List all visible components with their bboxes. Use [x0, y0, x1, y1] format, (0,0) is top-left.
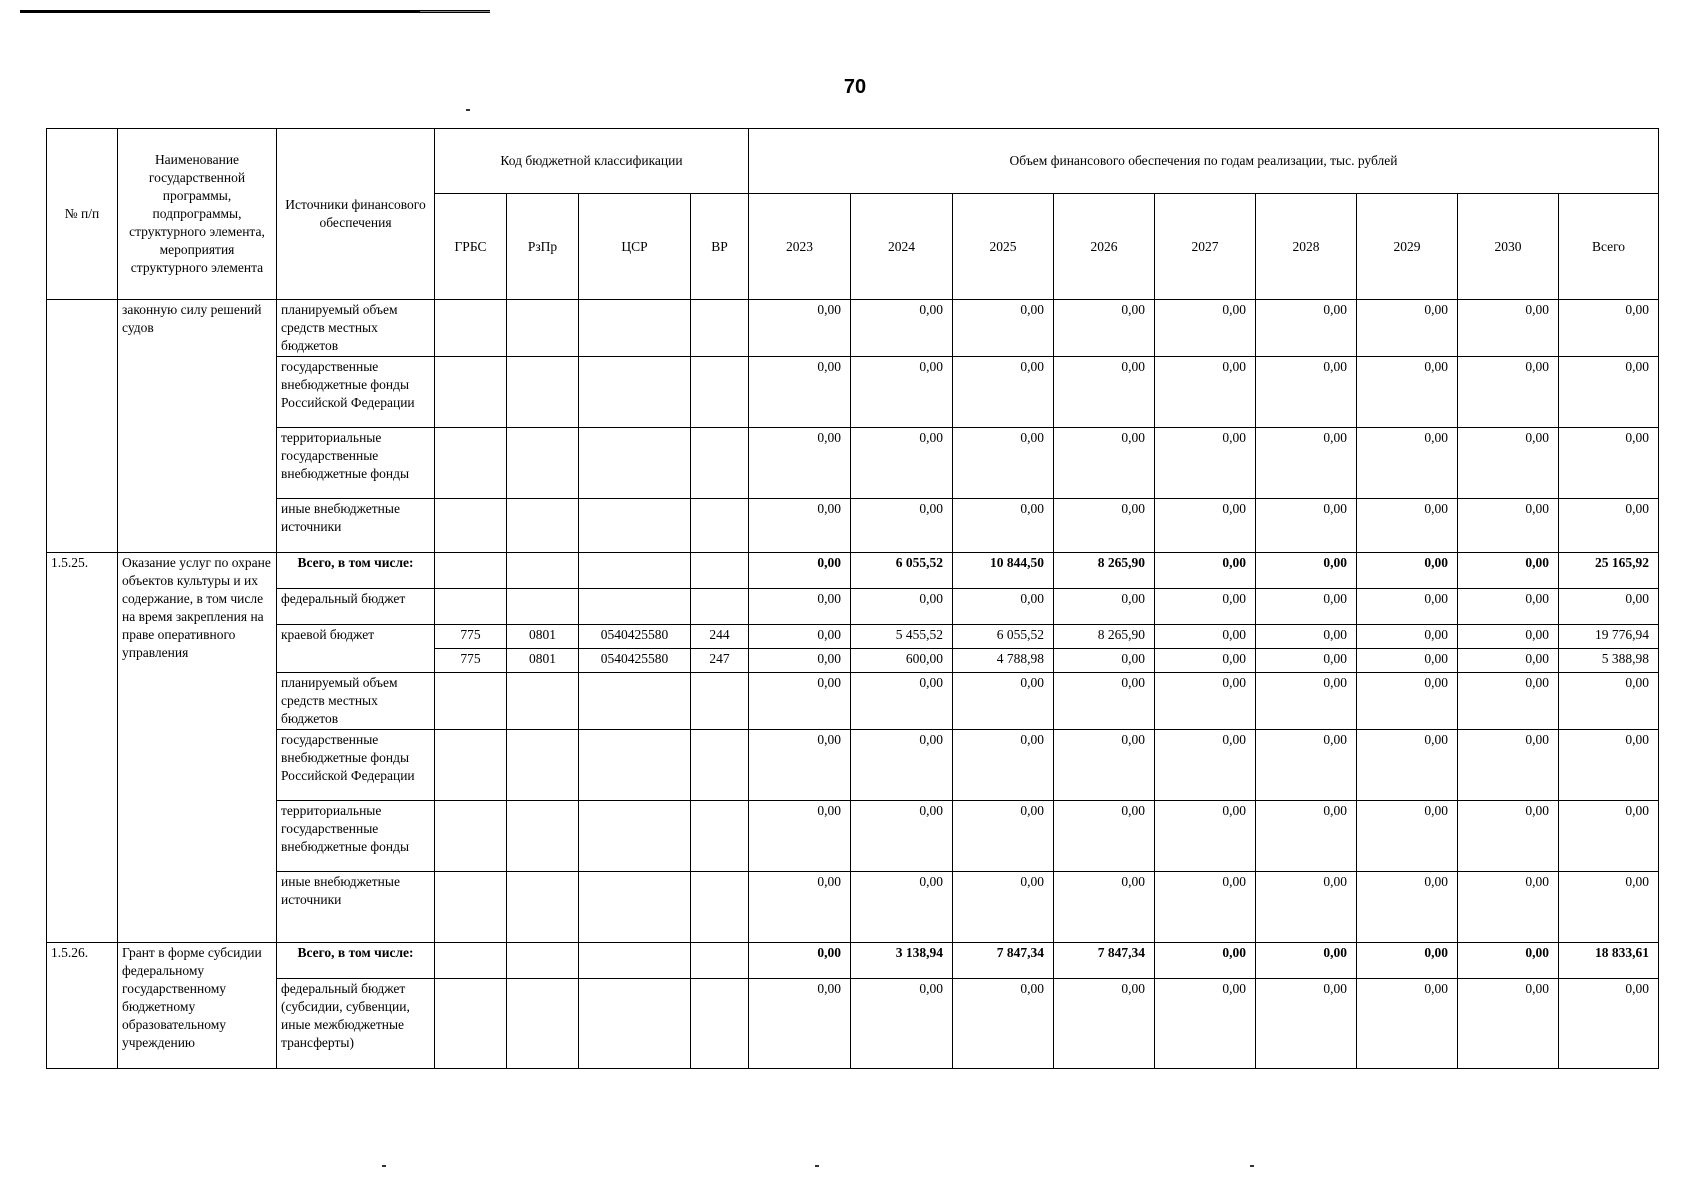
- code-cell-grbs: [435, 872, 507, 943]
- value-cell: 10 844,50: [953, 553, 1054, 589]
- value-cell: 0,00: [1559, 801, 1659, 872]
- value-cell: 19 776,94: [1559, 625, 1659, 649]
- value-cell: 3 138,94: [851, 943, 953, 979]
- value-cell: 0,00: [1357, 872, 1458, 943]
- header-code-col: ВР: [691, 194, 749, 300]
- value-cell: 0,00: [953, 872, 1054, 943]
- code-cell-csr: 0540425580: [579, 625, 691, 649]
- code-cell-csr: [579, 553, 691, 589]
- row-number: [47, 300, 118, 553]
- value-cell: 0,00: [1357, 801, 1458, 872]
- source-label: иные внебюджетные источники: [277, 499, 435, 553]
- value-cell: 0,00: [851, 673, 953, 730]
- value-cell: 0,00: [953, 428, 1054, 499]
- value-cell: 0,00: [1054, 673, 1155, 730]
- value-cell: 0,00: [749, 499, 851, 553]
- code-cell-csr: [579, 673, 691, 730]
- value-cell: 0,00: [1458, 979, 1559, 1069]
- code-cell-vr: [691, 357, 749, 428]
- code-cell-vr: [691, 553, 749, 589]
- value-cell: 0,00: [1256, 730, 1357, 801]
- value-cell: 0,00: [851, 730, 953, 801]
- code-cell-vr: [691, 673, 749, 730]
- value-cell: 0,00: [749, 649, 851, 673]
- value-cell: 0,00: [1458, 943, 1559, 979]
- code-cell-grbs: [435, 553, 507, 589]
- value-cell: 0,00: [1458, 499, 1559, 553]
- table-row: [47, 553, 1659, 589]
- code-cell-vr: 247: [691, 649, 749, 673]
- financing-table: [46, 128, 1659, 1069]
- code-cell-rzpr: [507, 801, 579, 872]
- value-cell: 0,00: [1155, 300, 1256, 357]
- value-cell: 0,00: [953, 673, 1054, 730]
- value-cell: 7 847,34: [953, 943, 1054, 979]
- value-cell: 0,00: [1054, 730, 1155, 801]
- value-cell: 0,00: [749, 357, 851, 428]
- value-cell: 0,00: [1559, 730, 1659, 801]
- code-cell-grbs: [435, 979, 507, 1069]
- value-cell: 0,00: [1256, 499, 1357, 553]
- code-cell-rzpr: [507, 673, 579, 730]
- value-cell: 0,00: [953, 589, 1054, 625]
- value-cell: 0,00: [953, 499, 1054, 553]
- value-cell: 0,00: [1256, 589, 1357, 625]
- value-cell: 0,00: [1054, 979, 1155, 1069]
- value-cell: 0,00: [1458, 801, 1559, 872]
- value-cell: 0,00: [1357, 553, 1458, 589]
- value-cell: 0,00: [1256, 553, 1357, 589]
- value-cell: 0,00: [1559, 499, 1659, 553]
- value-cell: 0,00: [851, 357, 953, 428]
- value-cell: 0,00: [1559, 357, 1659, 428]
- code-cell-grbs: 775: [435, 625, 507, 649]
- item-name: Оказание услуг по охране объектов культуры и их содержание, в том числе на время закрепления на праве оперативного управления: [118, 553, 277, 943]
- scan-speck: [382, 1165, 386, 1167]
- code-cell-rzpr: [507, 730, 579, 801]
- code-cell-csr: [579, 943, 691, 979]
- value-cell: 0,00: [1357, 943, 1458, 979]
- value-cell: 0,00: [1458, 625, 1559, 649]
- code-cell-csr: [579, 357, 691, 428]
- code-cell-vr: [691, 943, 749, 979]
- value-cell: 0,00: [1559, 673, 1659, 730]
- source-label: федеральный бюджет (субсидии, субвенции, иные межбюджетные трансферты): [277, 979, 435, 1069]
- value-cell: 0,00: [1256, 357, 1357, 428]
- code-cell-rzpr: [507, 979, 579, 1069]
- value-cell: 600,00: [851, 649, 953, 673]
- code-cell-grbs: [435, 300, 507, 357]
- value-cell: 0,00: [1458, 872, 1559, 943]
- value-cell: 0,00: [1256, 872, 1357, 943]
- source-label: планируемый объем средств местных бюджетов: [277, 673, 435, 730]
- value-cell: 0,00: [1054, 300, 1155, 357]
- code-cell-vr: 244: [691, 625, 749, 649]
- code-cell-grbs: [435, 943, 507, 979]
- value-cell: 0,00: [1458, 673, 1559, 730]
- table-row: [47, 300, 1659, 357]
- row-number: 1.5.25.: [47, 553, 118, 943]
- header-code-col: РзПр: [507, 194, 579, 300]
- value-cell: 0,00: [851, 801, 953, 872]
- value-cell: 0,00: [1458, 428, 1559, 499]
- value-cell: 0,00: [851, 499, 953, 553]
- source-label: краевой бюджет: [277, 625, 435, 673]
- code-cell-vr: [691, 872, 749, 943]
- value-cell: 0,00: [749, 673, 851, 730]
- value-cell: 0,00: [1155, 730, 1256, 801]
- code-cell-csr: [579, 300, 691, 357]
- value-cell: 0,00: [1155, 872, 1256, 943]
- code-cell-csr: 0540425580: [579, 649, 691, 673]
- value-cell: 7 847,34: [1054, 943, 1155, 979]
- source-label: государственные внебюджетные фонды Российской Федерации: [277, 730, 435, 801]
- scan-speck: [466, 109, 470, 111]
- value-cell: 0,00: [749, 730, 851, 801]
- value-cell: 0,00: [953, 357, 1054, 428]
- code-cell-csr: [579, 499, 691, 553]
- value-cell: 0,00: [1458, 357, 1559, 428]
- header-year-col: 2026: [1054, 194, 1155, 300]
- source-label: Всего, в том числе:: [277, 553, 435, 589]
- header-year-col: Всего: [1559, 194, 1659, 300]
- value-cell: 8 265,90: [1054, 625, 1155, 649]
- code-cell-rzpr: [507, 357, 579, 428]
- value-cell: 0,00: [953, 730, 1054, 801]
- table-row: [47, 943, 1659, 979]
- item-name: Грант в форме субсидии федеральному государственному бюджетному образовательному учреждению: [118, 943, 277, 1069]
- source-label: планируемый объем средств местных бюджетов: [277, 300, 435, 357]
- table-row: [47, 499, 1659, 553]
- code-cell-grbs: [435, 357, 507, 428]
- value-cell: 0,00: [1458, 589, 1559, 625]
- source-label: государственные внебюджетные фонды Российской Федерации: [277, 357, 435, 428]
- code-cell-grbs: [435, 730, 507, 801]
- code-cell-grbs: [435, 589, 507, 625]
- code-cell-grbs: 775: [435, 649, 507, 673]
- code-cell-vr: [691, 730, 749, 801]
- value-cell: 0,00: [749, 300, 851, 357]
- value-cell: 0,00: [1256, 979, 1357, 1069]
- value-cell: 0,00: [1256, 300, 1357, 357]
- code-cell-vr: [691, 499, 749, 553]
- value-cell: 0,00: [1357, 589, 1458, 625]
- value-cell: 0,00: [1357, 499, 1458, 553]
- value-cell: 0,00: [1155, 625, 1256, 649]
- value-cell: 0,00: [749, 801, 851, 872]
- value-cell: 0,00: [749, 943, 851, 979]
- header-year-col: 2024: [851, 194, 953, 300]
- value-cell: 0,00: [1256, 649, 1357, 673]
- value-cell: 0,00: [1458, 553, 1559, 589]
- code-cell-vr: [691, 979, 749, 1069]
- code-cell-csr: [579, 872, 691, 943]
- value-cell: 0,00: [1458, 300, 1559, 357]
- value-cell: 5 455,52: [851, 625, 953, 649]
- code-cell-rzpr: [507, 300, 579, 357]
- code-cell-csr: [579, 589, 691, 625]
- header-code-col: ГРБС: [435, 194, 507, 300]
- value-cell: 0,00: [1155, 673, 1256, 730]
- value-cell: 0,00: [749, 979, 851, 1069]
- value-cell: 6 055,52: [953, 625, 1054, 649]
- value-cell: 0,00: [953, 979, 1054, 1069]
- code-cell-rzpr: [507, 553, 579, 589]
- source-label: федеральный бюджет: [277, 589, 435, 625]
- value-cell: 0,00: [1256, 673, 1357, 730]
- code-cell-rzpr: [507, 428, 579, 499]
- table-row: [47, 730, 1659, 801]
- value-cell: 0,00: [1256, 625, 1357, 649]
- code-cell-vr: [691, 428, 749, 499]
- value-cell: 0,00: [1256, 943, 1357, 979]
- table-row: [47, 801, 1659, 872]
- code-cell-grbs: [435, 428, 507, 499]
- scan-speck: [1250, 1165, 1254, 1167]
- value-cell: 0,00: [749, 872, 851, 943]
- value-cell: 0,00: [1155, 979, 1256, 1069]
- code-cell-csr: [579, 801, 691, 872]
- header-source: Источники финансового обеспечения: [277, 129, 435, 300]
- header-num: № п/п: [47, 129, 118, 300]
- value-cell: 0,00: [1155, 499, 1256, 553]
- header-year-col: 2029: [1357, 194, 1458, 300]
- header-year-col: 2025: [953, 194, 1054, 300]
- value-cell: 0,00: [851, 589, 953, 625]
- value-cell: 0,00: [1559, 979, 1659, 1069]
- value-cell: 0,00: [1256, 428, 1357, 499]
- header-volume-group: Объем финансового обеспечения по годам реализации, тыс. рублей: [749, 129, 1659, 194]
- item-name: законную силу решений судов: [118, 300, 277, 553]
- value-cell: 0,00: [851, 979, 953, 1069]
- value-cell: 0,00: [1155, 357, 1256, 428]
- top-rule-tail: [420, 11, 490, 12]
- value-cell: 0,00: [953, 801, 1054, 872]
- code-cell-csr: [579, 730, 691, 801]
- value-cell: 4 788,98: [953, 649, 1054, 673]
- value-cell: 0,00: [1559, 428, 1659, 499]
- source-label: территориальные государственные внебюджетные фонды: [277, 801, 435, 872]
- header-year-col: 2027: [1155, 194, 1256, 300]
- value-cell: 8 265,90: [1054, 553, 1155, 589]
- value-cell: 0,00: [749, 625, 851, 649]
- header-name: Наименование государственной программы, подпрограммы, структурного элемента, мероприятия структурного элемента: [118, 129, 277, 300]
- value-cell: 0,00: [1357, 730, 1458, 801]
- table-row: [47, 589, 1659, 625]
- code-cell-rzpr: [507, 872, 579, 943]
- value-cell: 0,00: [1559, 872, 1659, 943]
- value-cell: 18 833,61: [1559, 943, 1659, 979]
- value-cell: 0,00: [851, 872, 953, 943]
- value-cell: 0,00: [749, 428, 851, 499]
- code-cell-grbs: [435, 801, 507, 872]
- value-cell: 0,00: [1155, 943, 1256, 979]
- value-cell: 0,00: [1155, 801, 1256, 872]
- value-cell: 0,00: [1357, 673, 1458, 730]
- code-cell-csr: [579, 979, 691, 1069]
- value-cell: 0,00: [1155, 428, 1256, 499]
- value-cell: 0,00: [1357, 979, 1458, 1069]
- source-label: территориальные государственные внебюджетные фонды: [277, 428, 435, 499]
- value-cell: 0,00: [749, 589, 851, 625]
- value-cell: 0,00: [1054, 357, 1155, 428]
- value-cell: 0,00: [1054, 428, 1155, 499]
- code-cell-grbs: [435, 499, 507, 553]
- value-cell: 0,00: [1559, 300, 1659, 357]
- code-cell-vr: [691, 300, 749, 357]
- value-cell: 0,00: [1155, 553, 1256, 589]
- code-cell-grbs: [435, 673, 507, 730]
- code-cell-csr: [579, 428, 691, 499]
- header-year-col: 2028: [1256, 194, 1357, 300]
- value-cell: 0,00: [1155, 589, 1256, 625]
- value-cell: 0,00: [1559, 589, 1659, 625]
- value-cell: 0,00: [1357, 625, 1458, 649]
- code-cell-rzpr: 0801: [507, 625, 579, 649]
- table-row: [47, 979, 1659, 1069]
- value-cell: 0,00: [1458, 730, 1559, 801]
- row-number: 1.5.26.: [47, 943, 118, 1069]
- value-cell: 0,00: [1256, 801, 1357, 872]
- value-cell: 0,00: [1357, 649, 1458, 673]
- table-row: [47, 625, 1659, 649]
- value-cell: 0,00: [953, 300, 1054, 357]
- value-cell: 0,00: [851, 300, 953, 357]
- source-label: иные внебюджетные источники: [277, 872, 435, 943]
- value-cell: 0,00: [1054, 499, 1155, 553]
- source-label: Всего, в том числе:: [277, 943, 435, 979]
- value-cell: 0,00: [1357, 300, 1458, 357]
- code-cell-vr: [691, 589, 749, 625]
- table-row: [47, 673, 1659, 730]
- value-cell: 0,00: [1054, 872, 1155, 943]
- value-cell: 0,00: [1357, 357, 1458, 428]
- value-cell: 0,00: [1054, 801, 1155, 872]
- value-cell: 0,00: [749, 553, 851, 589]
- header-code-col: ЦСР: [579, 194, 691, 300]
- code-cell-vr: [691, 801, 749, 872]
- table-row: [47, 872, 1659, 943]
- header-code-group: Код бюджетной классификации: [435, 129, 749, 194]
- code-cell-rzpr: [507, 943, 579, 979]
- value-cell: 0,00: [1155, 649, 1256, 673]
- code-cell-rzpr: 0801: [507, 649, 579, 673]
- value-cell: 5 388,98: [1559, 649, 1659, 673]
- header-year-col: 2023: [749, 194, 851, 300]
- code-cell-rzpr: [507, 589, 579, 625]
- value-cell: 6 055,52: [851, 553, 953, 589]
- value-cell: 25 165,92: [1559, 553, 1659, 589]
- value-cell: 0,00: [1054, 649, 1155, 673]
- page-number: 70: [843, 76, 867, 98]
- value-cell: 0,00: [1054, 589, 1155, 625]
- header-year-col: 2030: [1458, 194, 1559, 300]
- value-cell: 0,00: [1357, 428, 1458, 499]
- table-row: [47, 428, 1659, 499]
- value-cell: 0,00: [851, 428, 953, 499]
- code-cell-rzpr: [507, 499, 579, 553]
- table-row: [47, 357, 1659, 428]
- value-cell: 0,00: [1458, 649, 1559, 673]
- scan-speck: [815, 1165, 819, 1167]
